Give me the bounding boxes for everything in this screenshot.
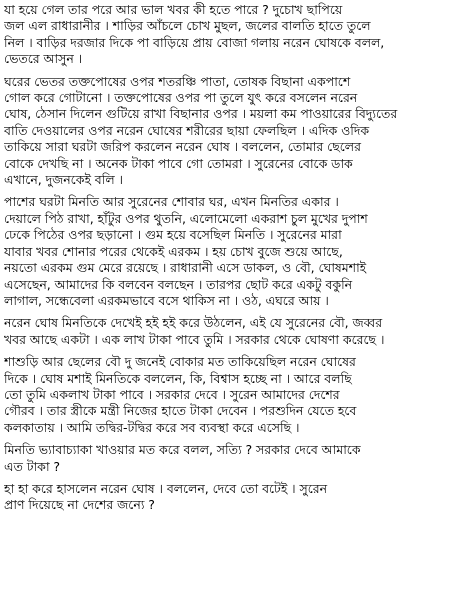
text-line: খবর আছে একটা । এক লাখ টাকা পাবে তুমি । সরকার থেকে ঘোষণা করেছে ।	[4, 331, 385, 347]
text-line: বোকে দেখছি না । অনেক টাকা পাবে গো তোমরা । সুরেনের বোকে ডাক	[4, 155, 353, 171]
text-line: ভেতরে আসুন ।	[4, 51, 83, 67]
text-line: শাশুড়ি আর ছেলের বৌ দু জনেই বোকার মত তাকিয়েছিল নরেন ঘোষের	[4, 354, 356, 370]
paragraph-5	[4, 354, 451, 436]
paragraph-3	[4, 194, 451, 309]
paragraph-4	[4, 315, 451, 348]
text-line: হা হা করে হাসলেন নরেন ঘোষ । বললেন, দেবে তো বটেই । সুরেন	[4, 480, 328, 496]
text-line: পাশের ঘরটা মিনতি আর সুরেনের শোবার ঘর, এখন মিনতির একার ।	[4, 194, 339, 210]
paragraph-1	[4, 2, 451, 68]
text-line: দেয়ালে পিঠ রাখা, হাঁটুর ওপর থুতনি, এলোমেলো একরাশ চুল মুখের দুপাশ	[4, 210, 368, 226]
text-line: নরেন ঘোষ মিনতিকে দেখেই হই হই করে উঠলেন, এই যে সুরেনের বৌ, জব্বর	[4, 315, 383, 331]
text-line: বাতি দেওয়ালের ওপর নরেন ঘোষের শরীরের ছায়া ফেলছিল । এদিক ওদিক	[4, 122, 370, 138]
paragraph-2	[4, 74, 451, 189]
text-line: ঘোষ, ঠেসান দিলেন গুটিয়ে রাখা বিছানার ওপর । ময়লা কম পাওয়ারের বিদ্যুতের	[4, 106, 398, 122]
text-line: এখানে, দুজনকেই বলি ।	[4, 172, 123, 188]
text-line: কলকাতায় । আমি তদ্বির-টদ্বির করে সব ব্যবস্থা করে এসেছি ।	[4, 419, 300, 435]
text-line: লাগাল, সন্ধেবেলা এরকমভাবে বসে থাকিস না । ওঠ, এঘরে আয় ।	[4, 292, 329, 308]
text-line: প্রাণ দিয়েছে না দেশের জন্যে ?	[4, 497, 155, 513]
text-line: এত টাকা ?	[4, 458, 60, 474]
text-line: জল এল রাধারানীর । শাড়ির আঁচলে চোখ মুছল, জলের বালতি হাতে তুলে	[4, 18, 371, 34]
text-line: যাবার খবর শোনার পরের থেকেই এরকম । হয় চোখ বুজে শুয়ে আছে,	[4, 243, 343, 259]
paragraph-6	[4, 442, 451, 475]
text-line: গোল করে গোটানো । তক্তপোষের ওপর পা তুলে যুৎ করে বসলেন নরেন	[4, 90, 358, 106]
paragraph-7	[4, 481, 451, 514]
text-line: ঢেকে পিঠের ওপর ছড়ানো । গুম হয়ে বসেছিল মিনতি । সুরেনের মারা	[4, 227, 342, 243]
text-line: তাকিয়ে সারা ঘরটা জরিপ করলেন নরেন ঘোষ । বললেন, তোমার ছেলের	[4, 139, 361, 155]
text-line: নয়তো এরকম গুম মেরে রয়েছে । রাধারানী এসে ডাকল, ও বৌ, ঘোষমশাই	[4, 260, 367, 276]
text-line: মিনতি ভ্যাবাচ্যাকা খাওয়ার মত করে বলল, সত্যি ? সরকার দেবে আমাকে	[4, 442, 361, 458]
text-line: গৌরব । তার স্ত্রীকে মন্ত্রী নিজের হাতে টাকা দেবেন । পরশুদিন যেতে হবে	[4, 403, 357, 419]
text-line: দিকে । ঘোষ মশাই মিনতিকে বললেন, কি, বিশ্বাস হচ্ছে না । আরে বলছি	[4, 370, 352, 386]
text-line: নিল । বাড়ির দরজার দিকে পা বাড়িয়ে প্রায় বোজা গলায় নরেন ঘোষকে বলল,	[4, 34, 385, 50]
text-line: তো তুমি একলাখ টাকা পাবে । সরকার দেবে । সুরেন আমাদের দেশের	[4, 386, 340, 402]
text-line: যা হয়ে গেল তার পরে আর ভাল খবর কী হতে পারে ? দুচোখ ছাপিয়ে	[4, 2, 343, 17]
text-line: ঘরের ভেতর তক্তপোষের ওপর শতরঞ্চি পাতা, তোষক বিছানা একপাশে	[4, 73, 351, 89]
text-line: এসেছেন, আমাদের কি বলবেন বলছেন । তারপর ছোট করে একটু বকুনি	[4, 276, 353, 292]
